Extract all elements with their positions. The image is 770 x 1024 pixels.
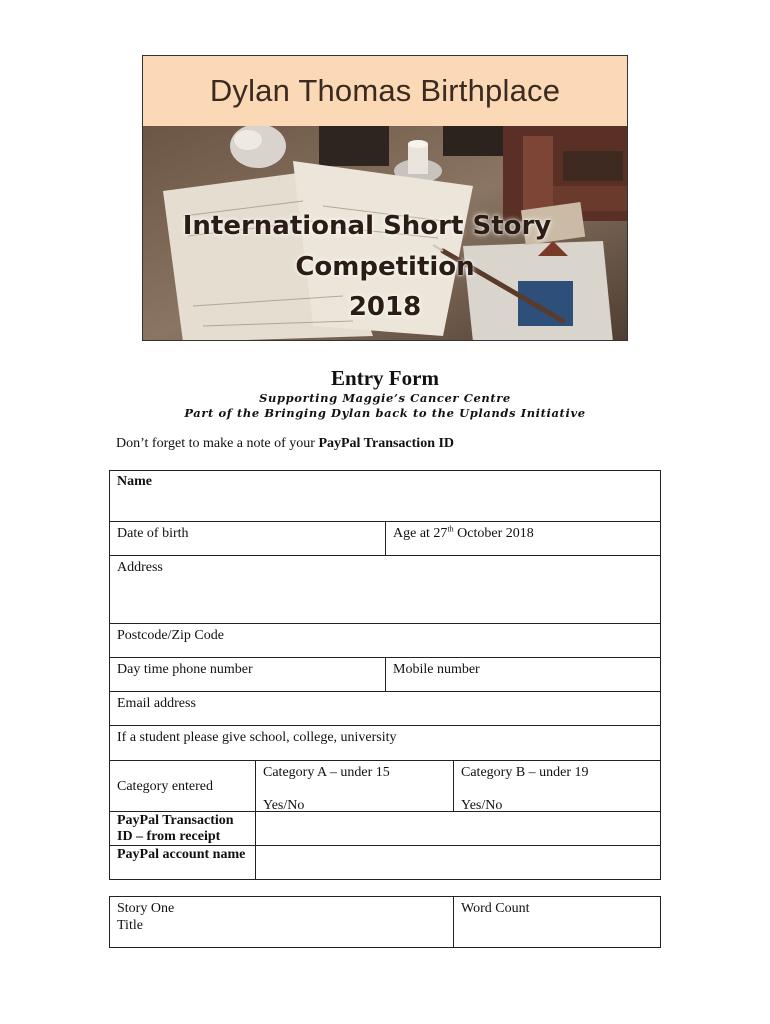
category-a-cell[interactable] bbox=[255, 760, 454, 812]
story-one-title-field[interactable] bbox=[109, 896, 454, 948]
category-a-label: Category A – under 15 bbox=[263, 765, 390, 780]
email-label: Email address bbox=[117, 696, 196, 711]
story-one-title-label: Story One Title bbox=[117, 901, 175, 933]
category-entered-label: Category entered bbox=[117, 779, 214, 794]
banner-line-1: International Short Story bbox=[182, 211, 552, 241]
banner-line-2: Competition bbox=[295, 252, 475, 282]
student-field[interactable] bbox=[109, 725, 661, 761]
category-b-label: Category B – under 19 bbox=[461, 765, 589, 780]
competition-banner bbox=[142, 55, 628, 341]
word-count-label: Word Count bbox=[461, 901, 530, 916]
mobile-field[interactable] bbox=[385, 657, 661, 692]
address-field[interactable] bbox=[109, 555, 661, 624]
dob-label: Date of birth bbox=[117, 526, 189, 541]
paypal-note bbox=[116, 436, 454, 452]
category-a-yes-no: Yes/No bbox=[263, 798, 305, 813]
age-label-suffix: October 2018 bbox=[453, 526, 534, 541]
student-label: If a student please give school, college, university bbox=[117, 730, 397, 745]
note-emphasis: PayPal Transaction ID bbox=[318, 436, 455, 451]
name-label: Name bbox=[117, 474, 152, 489]
postcode-label: Postcode/Zip Code bbox=[117, 628, 224, 643]
paypal-txn-label: PayPal Transaction ID – from receipt bbox=[117, 813, 234, 844]
category-entered-cell bbox=[109, 760, 256, 812]
subtitle-supporting: Supporting Maggie’s Cancer Centre bbox=[259, 391, 511, 405]
dob-field[interactable] bbox=[109, 521, 386, 556]
address-label: Address bbox=[117, 560, 163, 575]
paypal-txn-label-cell bbox=[109, 811, 256, 846]
age-label-prefix: Age at 27 bbox=[393, 526, 448, 541]
paypal-account-label-cell bbox=[109, 845, 256, 880]
note-text: Don’t forget to make a note of your bbox=[116, 436, 319, 451]
banner-title: Dylan Thomas Birthplace bbox=[209, 73, 561, 108]
banner-header bbox=[143, 56, 627, 126]
name-field[interactable] bbox=[109, 470, 661, 522]
category-b-cell[interactable] bbox=[453, 760, 661, 812]
day-phone-label: Day time phone number bbox=[117, 662, 253, 677]
page-title: Entry Form bbox=[331, 366, 439, 390]
email-field[interactable] bbox=[109, 691, 661, 726]
postcode-field[interactable] bbox=[109, 623, 661, 658]
age-field[interactable] bbox=[385, 521, 661, 556]
paypal-account-input[interactable] bbox=[255, 845, 661, 880]
age-label-sup: th bbox=[447, 524, 454, 534]
paypal-txn-input[interactable] bbox=[255, 811, 661, 846]
subtitle-initiative: Part of the Bringing Dylan back to the Uplands Initiative bbox=[184, 406, 586, 420]
paypal-account-label: PayPal account name bbox=[117, 847, 246, 862]
word-count-field[interactable] bbox=[453, 896, 661, 948]
mobile-label: Mobile number bbox=[393, 662, 480, 677]
category-b-yes-no: Yes/No bbox=[461, 798, 503, 813]
day-phone-field[interactable] bbox=[109, 657, 386, 692]
banner-line-3: 2018 bbox=[348, 292, 422, 322]
